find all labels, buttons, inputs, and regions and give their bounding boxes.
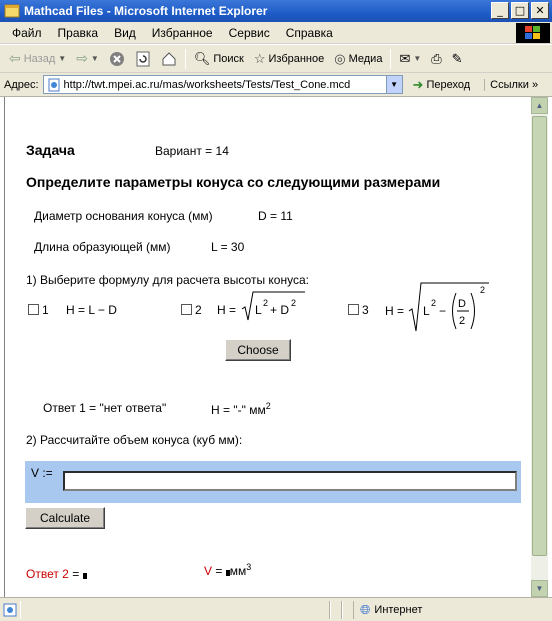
svg-text:L: L (423, 304, 430, 318)
vertical-scrollbar[interactable] (531, 97, 548, 597)
close-button[interactable]: ✕ (531, 2, 549, 19)
svg-text:2: 2 (459, 315, 466, 327)
svg-text:−: − (439, 304, 447, 318)
length-label: Длина образующей (мм) (34, 240, 171, 254)
svg-text:+ D: + D (270, 303, 290, 317)
option-3-formula (385, 279, 495, 338)
favorites-button[interactable]: ☆ Избранное (253, 50, 325, 66)
svg-text:H =: H = (217, 303, 237, 317)
globe-icon: 🌐︎ (360, 601, 371, 617)
toolbar (0, 45, 552, 73)
task-label: Задача (26, 142, 75, 158)
print-icon: ⎙ (431, 50, 442, 66)
scroll-thumb[interactable] (532, 116, 547, 556)
option-3-number: 3 (362, 303, 369, 317)
mail-icon: ✉ (399, 50, 411, 66)
status-text (20, 601, 330, 619)
option-1 (28, 303, 49, 317)
media-icon: ◎ (334, 50, 346, 66)
home-button[interactable] (156, 47, 182, 71)
svg-text:2: 2 (263, 298, 269, 308)
address-dropdown-icon[interactable]: ▼ (386, 76, 402, 93)
back-button[interactable]: ⇦ Назад ▼ (9, 50, 67, 66)
forward-arrow-icon: ⇨ (76, 50, 88, 66)
page-status-icon (0, 603, 20, 617)
menu-help[interactable]: Справка (285, 25, 333, 40)
svg-text:2: 2 (431, 298, 437, 308)
scroll-down-icon[interactable]: ▼ (531, 580, 548, 597)
stop-icon (109, 51, 125, 67)
option-2-checkbox[interactable] (181, 304, 192, 315)
window-title: Mathcad Files - Microsoft Internet Explorer (24, 4, 268, 18)
page-content (4, 97, 531, 597)
length-value: L = 30 (211, 240, 245, 254)
print-button[interactable] (426, 47, 446, 71)
back-dropdown-icon: ▼ (58, 54, 67, 63)
scroll-up-icon[interactable]: ▲ (531, 97, 548, 114)
back-arrow-icon: ⇦ (9, 50, 21, 66)
option-3 (348, 303, 369, 317)
svg-text:2: 2 (291, 298, 297, 308)
option-1-checkbox[interactable] (28, 304, 39, 315)
menu-edit[interactable]: Правка (57, 25, 99, 40)
edit-page-button[interactable] (447, 47, 468, 71)
toolbar-separator (390, 49, 391, 69)
page-icon (47, 78, 61, 92)
answer-1-label: Ответ 1 = "нет ответа" (43, 401, 167, 415)
zone-label: Интернет (374, 603, 423, 616)
svg-text:D: D (458, 298, 466, 310)
answer-2: Ответ 2 = (26, 567, 87, 581)
question-1: 1) Выберите формулу для расчета высоты конуса: (26, 273, 309, 287)
forward-dropdown-icon: ▼ (90, 54, 99, 63)
minimize-button[interactable]: _ (491, 2, 509, 19)
menu-favorites[interactable]: Избранное (151, 25, 213, 40)
title-bar (0, 0, 552, 22)
volume-unit: мм (229, 564, 247, 578)
menu-file[interactable]: Файл (12, 25, 42, 40)
refresh-icon (135, 51, 151, 67)
windows-logo-icon (516, 23, 550, 43)
variant-value: Вариант = 14 (155, 144, 229, 158)
star-icon: ☆ (253, 50, 266, 66)
diameter-value: D = 11 (258, 209, 293, 223)
address-url: http://twt.mpei.ac.ru/mas/worksheets/Tests/Test_Cone.mcd (63, 78, 351, 91)
answer-2-value-marker (83, 573, 87, 579)
option-2-formula-graphic (217, 287, 307, 323)
search-icon: 🔍︎ (193, 50, 211, 66)
forward-button[interactable] (71, 47, 104, 71)
option-1-number: 1 (42, 303, 49, 317)
volume-result: $V = мм^3$ (204, 562, 252, 578)
option-2 (181, 303, 202, 317)
mail-button[interactable]: ✉ ▼ (399, 50, 422, 66)
go-button[interactable]: ➜ Переход (412, 76, 471, 92)
go-arrow-icon: ➜ (412, 76, 424, 92)
ie-icon (4, 3, 20, 19)
toolbar-separator (185, 49, 186, 69)
question-2: 2) Рассчитайте объем конуса (куб мм): (26, 433, 243, 447)
edit-icon: ✎ (451, 50, 463, 66)
stop-button[interactable] (104, 47, 130, 71)
page-heading: Определите параметры конуса со следующими размерами (26, 174, 441, 190)
address-bar (0, 73, 552, 97)
home-icon (161, 51, 177, 67)
links-button[interactable]: Ссылки » (484, 79, 538, 91)
volume-input[interactable] (63, 471, 517, 491)
choose-button[interactable]: Choose (225, 339, 291, 361)
svg-text:L: L (255, 303, 262, 317)
address-label: Адрес: (4, 78, 39, 91)
maximize-button[interactable]: □ (511, 2, 529, 19)
volume-result-label: V (204, 564, 213, 578)
option-3-checkbox[interactable] (348, 304, 359, 315)
svg-text:H =: H = (385, 304, 405, 318)
option-1-formula: H = L − D (66, 303, 117, 317)
menu-view[interactable]: Вид (114, 25, 136, 40)
calculate-button[interactable]: Calculate (25, 507, 105, 529)
status-bar (0, 597, 552, 621)
search-button[interactable]: 🔍︎ Поиск (193, 50, 244, 66)
answer-1-height: H = "-" $мм^2$ (211, 401, 271, 417)
zone-indicator (354, 602, 422, 618)
media-button[interactable]: ◎ Медиа (334, 50, 383, 66)
option-3-formula-graphic (385, 279, 495, 335)
svg-text:2: 2 (480, 285, 486, 295)
address-input[interactable] (43, 75, 403, 94)
option-2-formula (217, 287, 307, 326)
diameter-label: Диаметр основания конуса (мм) (34, 209, 213, 223)
volume-input-label: V := (31, 466, 53, 480)
menu-bar (0, 22, 552, 44)
answer-2-label: Ответ 2 (26, 567, 69, 581)
refresh-button[interactable] (130, 47, 156, 71)
menu-tools[interactable]: Сервис (228, 25, 270, 40)
option-2-number: 2 (195, 303, 202, 317)
chevron-right-icon: » (531, 78, 539, 91)
